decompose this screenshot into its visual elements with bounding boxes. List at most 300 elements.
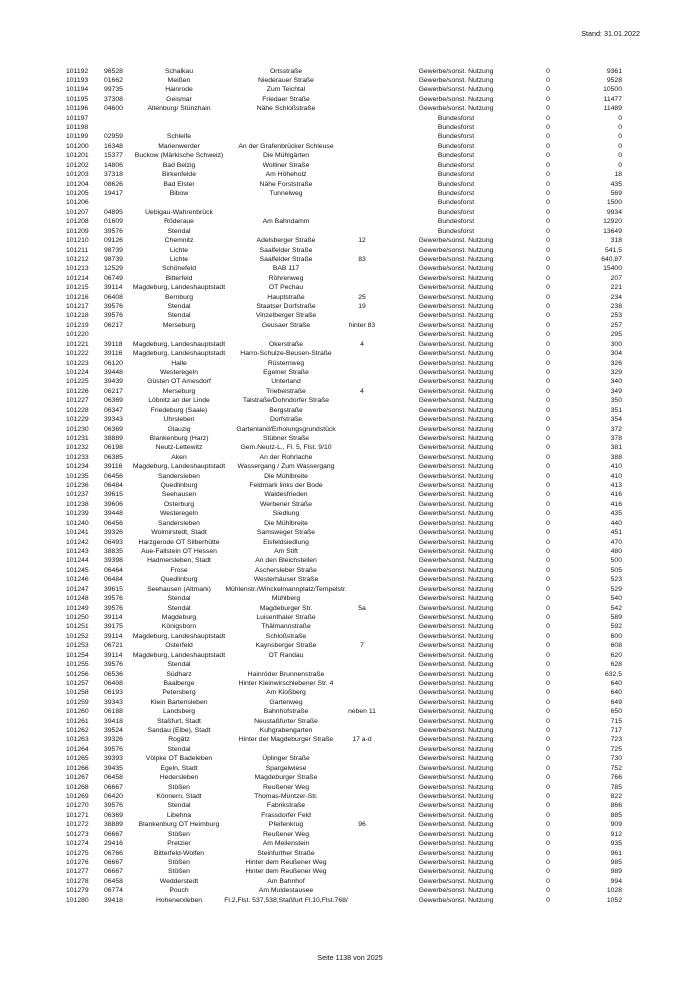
zero-value: 0 bbox=[546, 858, 550, 866]
postal-code: 06667 bbox=[104, 783, 123, 791]
postal-code: 38889 bbox=[104, 434, 123, 442]
zero-value: 0 bbox=[546, 406, 550, 414]
area-value: 257 bbox=[610, 321, 622, 329]
postal-code: 04895 bbox=[104, 208, 123, 216]
usage-type: Gewerbe/sonst. Nutzung bbox=[418, 896, 494, 904]
place-name: Magdeburg, Landeshauptstadt bbox=[132, 632, 226, 640]
record-id: 101245 bbox=[66, 566, 89, 574]
area-value: 381 bbox=[610, 444, 622, 452]
zero-value: 0 bbox=[546, 67, 550, 75]
table-row bbox=[0, 660, 700, 669]
postal-code: 39576 bbox=[104, 745, 123, 753]
area-value: 523 bbox=[610, 576, 622, 584]
table-row bbox=[0, 792, 700, 801]
place-name: Stendal bbox=[167, 303, 191, 311]
table-row bbox=[0, 745, 700, 754]
area-value: 435 bbox=[610, 510, 622, 518]
postal-code: 39576 bbox=[104, 303, 123, 311]
usage-type: Bundesforst bbox=[437, 180, 475, 188]
record-id: 101255 bbox=[66, 661, 89, 669]
record-id: 101212 bbox=[66, 255, 89, 263]
zero-value: 0 bbox=[546, 359, 550, 367]
record-id: 101209 bbox=[66, 227, 89, 235]
record-id: 101214 bbox=[66, 274, 89, 282]
place-name: Bad Elster bbox=[163, 180, 195, 188]
place-name: Magdeburg, Landeshauptstadt bbox=[132, 340, 226, 348]
street-name: An den Bleichstellen bbox=[255, 557, 317, 565]
postal-code: 04600 bbox=[104, 105, 123, 113]
street-name: Zum Teichtal bbox=[266, 86, 306, 94]
usage-type: Gewerbe/sonst. Nutzung bbox=[418, 802, 494, 810]
area-value: 15400 bbox=[603, 265, 622, 273]
usage-type: Gewerbe/sonst. Nutzung bbox=[418, 255, 494, 263]
street-name: Reußener Weg bbox=[263, 783, 309, 791]
street-name: Spargelwiese bbox=[265, 764, 307, 772]
street-name: Pfeifenkrug bbox=[268, 821, 304, 829]
table-row bbox=[0, 867, 700, 876]
table-row bbox=[0, 443, 700, 452]
usage-type: Gewerbe/sonst. Nutzung bbox=[418, 529, 494, 537]
zero-value: 0 bbox=[546, 821, 550, 829]
record-id: 101222 bbox=[66, 350, 89, 358]
street-name: Feldmark links der Bode bbox=[249, 482, 323, 490]
table-row bbox=[0, 151, 700, 160]
area-value: 238 bbox=[610, 303, 622, 311]
table-row bbox=[0, 387, 700, 396]
street-name: OT Randau bbox=[268, 651, 304, 659]
table-row bbox=[0, 132, 700, 141]
record-id: 101218 bbox=[66, 312, 89, 320]
record-id: 101261 bbox=[66, 717, 89, 725]
postal-code: 99735 bbox=[104, 86, 123, 94]
table-row bbox=[0, 820, 700, 829]
zero-value: 0 bbox=[546, 500, 550, 508]
street-name: An der Rohrlache bbox=[259, 453, 313, 461]
area-value: 326 bbox=[610, 359, 622, 367]
house-number: 96 bbox=[358, 821, 366, 829]
table-row bbox=[0, 123, 700, 132]
zero-value: 0 bbox=[546, 105, 550, 113]
area-value: 388 bbox=[610, 453, 622, 461]
street-name: Hinter der Magdeburger Straße bbox=[238, 736, 334, 744]
area-value: 0 bbox=[618, 161, 622, 169]
usage-type: Gewerbe/sonst. Nutzung bbox=[418, 698, 494, 706]
postal-code: 06385 bbox=[104, 453, 123, 461]
place-name: Westeregeln bbox=[159, 510, 199, 518]
table-row bbox=[0, 538, 700, 547]
record-id: 101254 bbox=[66, 651, 89, 659]
zero-value: 0 bbox=[546, 896, 550, 904]
table-row bbox=[0, 349, 700, 358]
table-row bbox=[0, 717, 700, 726]
area-value: 221 bbox=[610, 284, 622, 292]
house-number: 4 bbox=[360, 340, 364, 348]
table-row bbox=[0, 340, 700, 349]
place-name: Stendal bbox=[167, 312, 191, 320]
usage-type: Gewerbe/sonst. Nutzung bbox=[418, 858, 494, 866]
area-value: 234 bbox=[610, 293, 622, 301]
zero-value: 0 bbox=[546, 482, 550, 490]
record-id: 101247 bbox=[66, 585, 89, 593]
street-name: Rüsternweg bbox=[267, 359, 305, 367]
table-row bbox=[0, 839, 700, 848]
postal-code: 06420 bbox=[104, 792, 123, 800]
record-id: 101221 bbox=[66, 340, 89, 348]
table-row bbox=[0, 170, 700, 179]
place-name: Baalberge bbox=[163, 679, 195, 687]
record-id: 101231 bbox=[66, 434, 89, 442]
zero-value: 0 bbox=[546, 708, 550, 716]
table-row bbox=[0, 594, 700, 603]
table-row bbox=[0, 566, 700, 575]
zero-value: 0 bbox=[546, 613, 550, 621]
usage-type: Gewerbe/sonst. Nutzung bbox=[418, 369, 494, 376]
postal-code: 38835 bbox=[104, 548, 123, 556]
postal-code: 06408 bbox=[104, 293, 123, 301]
record-id: 101202 bbox=[66, 161, 89, 169]
area-value: 470 bbox=[610, 538, 622, 546]
zero-value: 0 bbox=[546, 623, 550, 631]
place-name: Halle bbox=[171, 359, 187, 367]
house-number: 83 bbox=[358, 255, 366, 263]
house-number: 12 bbox=[358, 237, 366, 245]
area-value: 9361 bbox=[606, 67, 622, 75]
area-value: 989 bbox=[610, 868, 622, 876]
record-id: 101273 bbox=[66, 830, 89, 838]
zero-value: 0 bbox=[546, 171, 550, 179]
usage-type: Gewerbe/sonst. Nutzung bbox=[418, 312, 494, 320]
place-name: Schönefeld bbox=[161, 265, 196, 273]
zero-value: 0 bbox=[546, 114, 550, 122]
usage-type: Bundesforst bbox=[437, 227, 475, 235]
record-id: 101257 bbox=[66, 679, 89, 687]
zero-value: 0 bbox=[546, 868, 550, 876]
record-id: 101235 bbox=[66, 472, 89, 480]
zero-value: 0 bbox=[546, 208, 550, 216]
usage-type: Gewerbe/sonst. Nutzung bbox=[418, 651, 494, 659]
document-date: Stand: 31.01.2022 bbox=[581, 29, 640, 38]
street-name: Egelner Straße bbox=[263, 369, 309, 376]
zero-value: 0 bbox=[546, 764, 550, 772]
street-name: Dorfstraße bbox=[269, 416, 303, 424]
street-name: Gem.Neutz-L., Fl. 5, Flst. 9/10 bbox=[240, 444, 332, 452]
table-row bbox=[0, 707, 700, 716]
table-row bbox=[0, 462, 700, 471]
area-value: 349 bbox=[610, 387, 622, 395]
record-id: 101223 bbox=[66, 359, 89, 367]
street-name: Westerhäuser Straße bbox=[253, 576, 319, 584]
area-value: 410 bbox=[610, 472, 622, 480]
zero-value: 0 bbox=[546, 792, 550, 800]
house-number: 19 bbox=[358, 303, 366, 311]
postal-code: 06721 bbox=[104, 642, 123, 650]
place-name: Buckow (Märkische Schweiz) bbox=[134, 152, 224, 160]
postal-code: 39398 bbox=[104, 557, 123, 565]
record-id: 101232 bbox=[66, 444, 89, 452]
zero-value: 0 bbox=[546, 86, 550, 94]
zero-value: 0 bbox=[546, 189, 550, 197]
table-row bbox=[0, 575, 700, 584]
record-id: 101210 bbox=[66, 237, 89, 245]
table-row bbox=[0, 236, 700, 245]
place-name: Uhrsleben bbox=[163, 416, 195, 424]
area-value: 752 bbox=[610, 764, 622, 772]
table-row bbox=[0, 180, 700, 189]
area-value: 0 bbox=[618, 114, 622, 122]
area-value: 885 bbox=[610, 811, 622, 819]
place-name: Magdeburg, Landeshauptstadt bbox=[132, 350, 226, 358]
street-name: Talstraße/Dohndorfer Straße bbox=[242, 397, 330, 405]
usage-type: Gewerbe/sonst. Nutzung bbox=[418, 350, 494, 358]
usage-type: Bundesforst bbox=[437, 171, 475, 179]
area-value: 0 bbox=[618, 124, 622, 132]
street-name: Saalfelder Straße bbox=[259, 255, 313, 263]
table-row bbox=[0, 246, 700, 255]
place-name: Klein Bartensleben bbox=[150, 698, 208, 706]
area-value: 540 bbox=[610, 595, 622, 603]
usage-type: Gewerbe/sonst. Nutzung bbox=[418, 830, 494, 838]
street-name: Werbener Straße bbox=[259, 500, 312, 508]
record-id: 101234 bbox=[66, 463, 89, 471]
zero-value: 0 bbox=[546, 350, 550, 358]
usage-type: Gewerbe/sonst. Nutzung bbox=[418, 95, 494, 103]
area-value: 650 bbox=[610, 708, 622, 716]
place-name: Neutz-Lettewitz bbox=[155, 444, 203, 452]
usage-type: Gewerbe/sonst. Nutzung bbox=[418, 444, 494, 452]
table-row bbox=[0, 764, 700, 773]
area-value: 304 bbox=[610, 350, 622, 358]
record-id: 101226 bbox=[66, 387, 89, 395]
zero-value: 0 bbox=[546, 387, 550, 395]
record-id: 101270 bbox=[66, 802, 89, 810]
place-name: Staßfurt, Stadt bbox=[157, 717, 201, 725]
usage-type: Bundesforst bbox=[437, 199, 475, 207]
place-name: Lichte bbox=[169, 246, 189, 254]
area-value: 529 bbox=[610, 585, 622, 593]
table-row bbox=[0, 377, 700, 386]
area-value: 10500 bbox=[603, 86, 622, 94]
usage-type: Gewerbe/sonst. Nutzung bbox=[418, 406, 494, 414]
area-value: 0 bbox=[618, 152, 622, 160]
table-row bbox=[0, 198, 700, 207]
table-row bbox=[0, 142, 700, 151]
zero-value: 0 bbox=[546, 237, 550, 245]
table-row bbox=[0, 500, 700, 509]
postal-code: 06369 bbox=[104, 811, 123, 819]
area-value: 410 bbox=[610, 463, 622, 471]
place-name: Stößen bbox=[168, 858, 190, 866]
record-id: 101267 bbox=[66, 774, 89, 782]
zero-value: 0 bbox=[546, 76, 550, 84]
usage-type: Gewerbe/sonst. Nutzung bbox=[418, 510, 494, 518]
place-name: Pouch bbox=[169, 887, 189, 895]
record-id: 101193 bbox=[66, 76, 89, 84]
area-value: 628 bbox=[610, 661, 622, 669]
usage-type: Gewerbe/sonst. Nutzung bbox=[418, 340, 494, 348]
zero-value: 0 bbox=[546, 453, 550, 461]
zero-value: 0 bbox=[546, 755, 550, 763]
usage-type: Gewerbe/sonst. Nutzung bbox=[418, 717, 494, 725]
place-name: Birkenfelde bbox=[161, 171, 196, 179]
area-value: 351 bbox=[610, 406, 622, 414]
street-name: Frassdorfer Feld bbox=[261, 811, 311, 819]
usage-type: Gewerbe/sonst. Nutzung bbox=[418, 736, 494, 744]
usage-type: Gewerbe/sonst. Nutzung bbox=[418, 67, 494, 75]
street-name: Fl.2,Flst. 537,538;Staßfurt Fl.10,Flst.768/ bbox=[224, 896, 348, 904]
record-id: 101238 bbox=[66, 500, 89, 508]
table-row bbox=[0, 679, 700, 688]
postal-code: 06369 bbox=[104, 397, 123, 405]
record-id: 101236 bbox=[66, 482, 89, 490]
street-name: Hinter Kleinwirschlebener Str. 4 bbox=[238, 679, 334, 687]
area-value: 542 bbox=[610, 604, 622, 612]
usage-type: Gewerbe/sonst. Nutzung bbox=[418, 632, 494, 640]
street-name: Stübner Straße bbox=[262, 434, 310, 442]
area-value: 640,87 bbox=[601, 255, 622, 263]
street-name: Magdeburger Str. bbox=[259, 604, 313, 612]
table-row bbox=[0, 726, 700, 735]
usage-type: Gewerbe/sonst. Nutzung bbox=[418, 604, 494, 612]
place-name: Blankenburg (Harz) bbox=[149, 434, 209, 442]
record-id: 101250 bbox=[66, 613, 89, 621]
usage-type: Gewerbe/sonst. Nutzung bbox=[418, 463, 494, 471]
table-row bbox=[0, 547, 700, 556]
usage-type: Gewerbe/sonst. Nutzung bbox=[418, 585, 494, 593]
street-name: Vinzelberger Straße bbox=[255, 312, 317, 320]
postal-code: 06188 bbox=[104, 708, 123, 716]
usage-type: Gewerbe/sonst. Nutzung bbox=[418, 76, 494, 84]
zero-value: 0 bbox=[546, 529, 550, 537]
postal-code: 39343 bbox=[104, 416, 123, 424]
table-row bbox=[0, 811, 700, 820]
area-value: 715 bbox=[610, 717, 622, 725]
area-value: 435 bbox=[610, 180, 622, 188]
usage-type: Bundesforst bbox=[437, 142, 475, 150]
record-id: 101230 bbox=[66, 425, 89, 433]
street-name: Am Bahndamm bbox=[262, 218, 310, 226]
record-id: 101197 bbox=[66, 114, 89, 122]
record-id: 101228 bbox=[66, 406, 89, 414]
usage-type: Gewerbe/sonst. Nutzung bbox=[418, 425, 494, 433]
record-id: 101239 bbox=[66, 510, 89, 518]
record-id: 101260 bbox=[66, 708, 89, 716]
place-name: Blankenburg OT Heimburg bbox=[138, 821, 220, 829]
usage-type: Gewerbe/sonst. Nutzung bbox=[418, 566, 494, 574]
zero-value: 0 bbox=[546, 689, 550, 697]
record-id: 101277 bbox=[66, 868, 89, 876]
record-id: 101252 bbox=[66, 632, 89, 640]
usage-type: Gewerbe/sonst. Nutzung bbox=[418, 397, 494, 405]
table-row bbox=[0, 877, 700, 886]
area-value: 354 bbox=[610, 416, 622, 424]
usage-type: Gewerbe/sonst. Nutzung bbox=[418, 321, 494, 329]
place-name: Frose bbox=[170, 566, 188, 574]
record-id: 101275 bbox=[66, 849, 89, 857]
record-id: 101243 bbox=[66, 548, 89, 556]
postal-code: 16348 bbox=[104, 142, 123, 150]
postal-code: 39114 bbox=[104, 284, 123, 292]
place-name: Sandersleben bbox=[158, 472, 200, 480]
postal-code: 06766 bbox=[104, 849, 123, 857]
zero-value: 0 bbox=[546, 199, 550, 207]
zero-value: 0 bbox=[546, 265, 550, 273]
postal-code: 06369 bbox=[104, 425, 123, 433]
postal-code: 06464 bbox=[104, 566, 123, 574]
table-row bbox=[0, 311, 700, 320]
table-row bbox=[0, 896, 700, 905]
street-name: Röhrenweg bbox=[268, 274, 304, 282]
postal-code: 39175 bbox=[104, 623, 123, 631]
usage-type: Gewerbe/sonst. Nutzung bbox=[418, 727, 494, 735]
area-value: 866 bbox=[610, 802, 622, 810]
table-row bbox=[0, 641, 700, 650]
record-id: 101244 bbox=[66, 557, 89, 565]
postal-code: 06198 bbox=[104, 444, 123, 452]
record-id: 101207 bbox=[66, 208, 89, 216]
zero-value: 0 bbox=[546, 698, 550, 706]
usage-type: Gewerbe/sonst. Nutzung bbox=[418, 708, 494, 716]
record-id: 101219 bbox=[66, 321, 89, 329]
street-name: Staatser Dorfstraße bbox=[256, 303, 316, 311]
postal-code: 01662 bbox=[104, 76, 123, 84]
zero-value: 0 bbox=[546, 849, 550, 857]
area-value: 935 bbox=[610, 840, 622, 848]
area-value: 608 bbox=[610, 642, 622, 650]
postal-code: 06774 bbox=[104, 887, 123, 895]
place-name: Osterburg bbox=[163, 500, 195, 508]
street-name: Mühlberg bbox=[271, 595, 301, 603]
usage-type: Gewerbe/sonst. Nutzung bbox=[418, 613, 494, 621]
zero-value: 0 bbox=[546, 557, 550, 565]
postal-code: 06667 bbox=[104, 858, 123, 866]
postal-code: 06667 bbox=[104, 830, 123, 838]
record-id: 101216 bbox=[66, 293, 89, 301]
postal-code: 39576 bbox=[104, 227, 123, 235]
usage-type: Gewerbe/sonst. Nutzung bbox=[418, 86, 494, 94]
place-name: Landsberg bbox=[162, 708, 196, 716]
zero-value: 0 bbox=[546, 510, 550, 518]
postal-code: 39114 bbox=[104, 651, 123, 659]
table-row bbox=[0, 585, 700, 594]
area-value: 994 bbox=[610, 877, 622, 885]
house-number: 17 a-d bbox=[352, 736, 372, 744]
zero-value: 0 bbox=[546, 679, 550, 687]
street-name: Üplinger Straße bbox=[262, 755, 310, 763]
usage-type: Gewerbe/sonst. Nutzung bbox=[418, 745, 494, 753]
postal-code: 06217 bbox=[104, 387, 123, 395]
record-id: 101258 bbox=[66, 689, 89, 697]
zero-value: 0 bbox=[546, 595, 550, 603]
zero-value: 0 bbox=[546, 284, 550, 292]
street-name: Niederauer Straße bbox=[258, 76, 314, 84]
usage-type: Gewerbe/sonst. Nutzung bbox=[418, 811, 494, 819]
street-name: Waldesfrieden bbox=[264, 491, 308, 499]
place-name: Libehna bbox=[166, 811, 192, 819]
record-id: 101256 bbox=[66, 670, 89, 678]
zero-value: 0 bbox=[546, 180, 550, 188]
zero-value: 0 bbox=[546, 303, 550, 311]
table-row bbox=[0, 604, 700, 613]
table-row bbox=[0, 622, 700, 631]
usage-type: Gewerbe/sonst. Nutzung bbox=[418, 472, 494, 480]
postal-code: 39448 bbox=[104, 369, 123, 376]
area-value: 416 bbox=[610, 500, 622, 508]
place-name: Bad Belzig bbox=[162, 161, 196, 169]
area-value: 0 bbox=[618, 142, 622, 150]
zero-value: 0 bbox=[546, 340, 550, 348]
zero-value: 0 bbox=[546, 472, 550, 480]
place-name: Stendal bbox=[167, 661, 191, 669]
